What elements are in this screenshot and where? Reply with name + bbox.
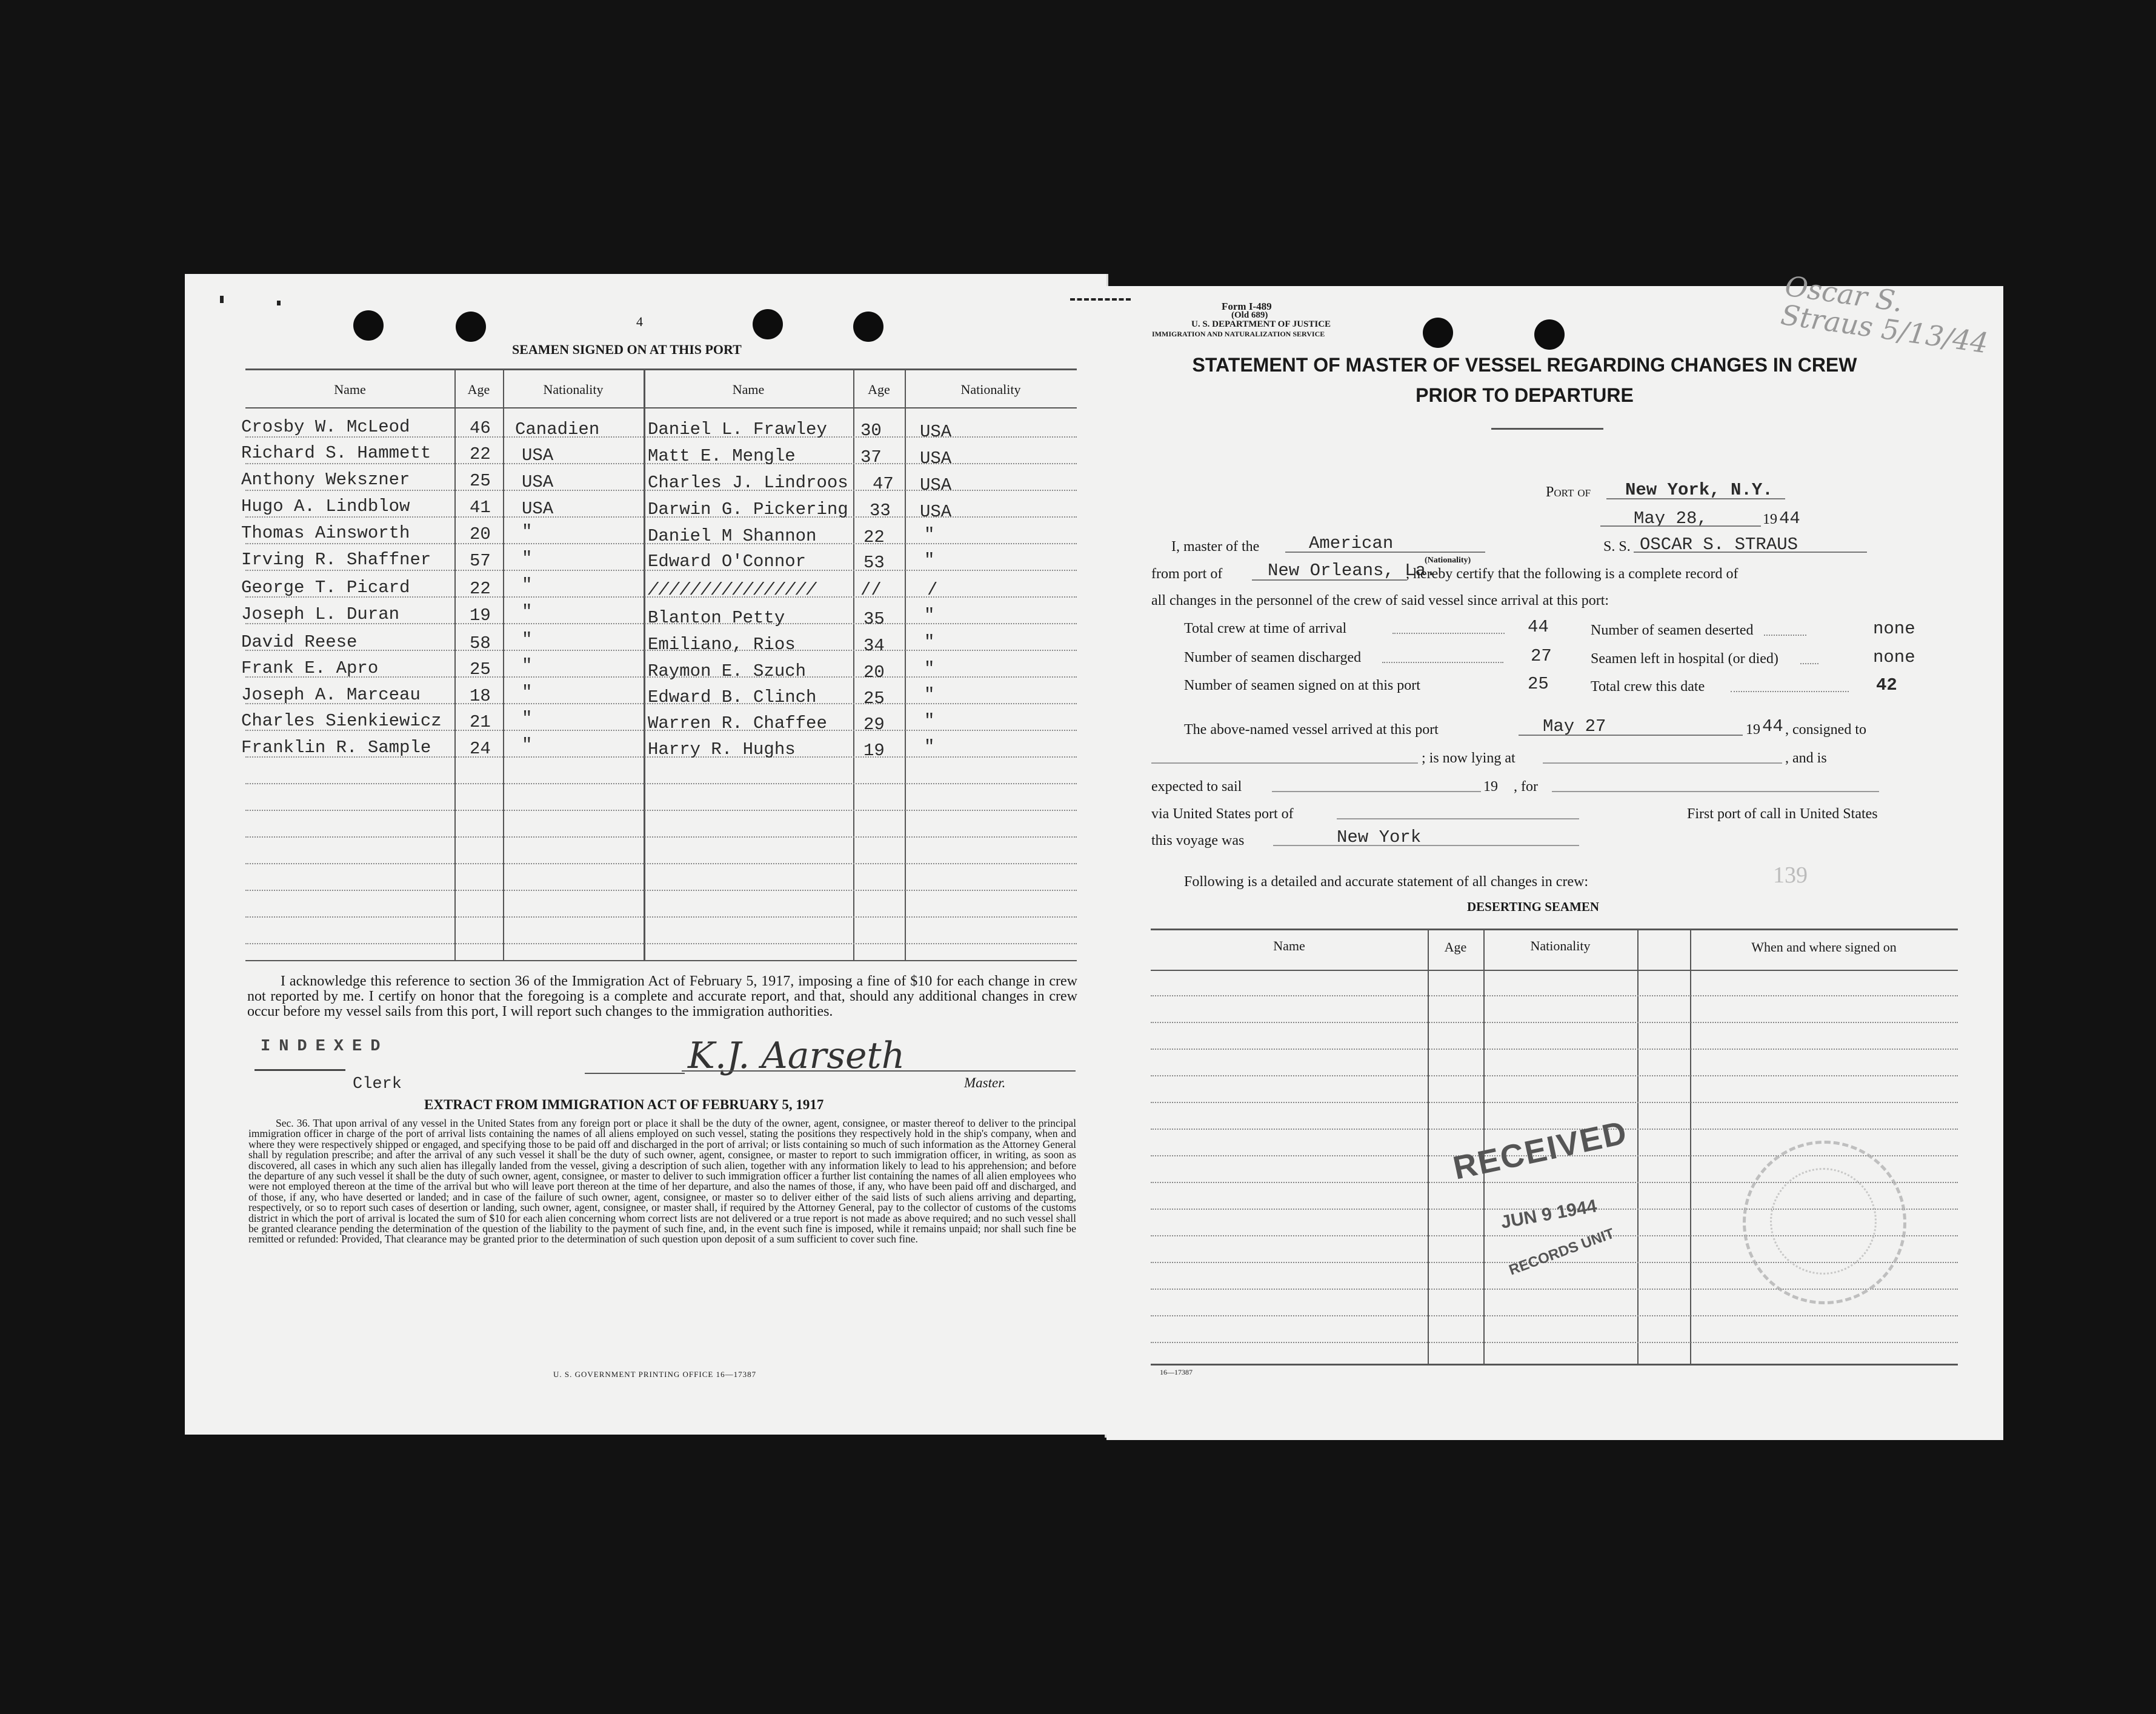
old-form-number: (Old 689): [1231, 310, 1268, 320]
col-header-nationality: Nationality: [543, 382, 604, 397]
voyage-label: this voyage was: [1151, 833, 1245, 849]
seaman-nationality: USA: [522, 445, 554, 465]
seaman-name: Daniel L. Frawley: [648, 419, 827, 439]
seaman-nationality: USA: [920, 422, 952, 442]
printing-office-line: U. S. GOVERNMENT PRINTING OFFICE 16—17387: [553, 1370, 757, 1379]
nationality-caption: (Nationality): [1425, 556, 1471, 565]
seaman-age: 22: [863, 527, 885, 547]
seaman-age: 57: [470, 551, 491, 571]
col-header-name: Name: [732, 382, 765, 397]
seaman-age: 20: [470, 524, 491, 544]
section-title: SEAMEN SIGNED ON AT THIS PORT: [512, 342, 742, 357]
seaman-age: 20: [863, 662, 885, 682]
seaman-name: Anthony Wekszner: [241, 470, 410, 490]
year-prefix: 19: [1763, 512, 1777, 527]
first-port-label: First port of call in United States: [1687, 806, 1878, 822]
seaman-name: Irving R. Shaffner: [241, 550, 431, 570]
seaman-name: Hugo A. Lindblow: [241, 496, 410, 516]
punch-hole: [1534, 319, 1565, 350]
and-is-label: , and is: [1785, 750, 1827, 766]
seaman-age: 25: [863, 689, 885, 709]
seaman-age: 33: [870, 501, 891, 521]
hospital-label: Seamen left in hospital (or died): [1591, 651, 1778, 667]
ditto-mark: ": [522, 735, 533, 755]
received-stamp: RECEIVED: [1449, 1114, 1631, 1187]
master-of-label: I, master of the: [1171, 539, 1260, 555]
seaman-age: 47: [873, 474, 894, 494]
seaman-age: 22: [470, 444, 491, 464]
col-header-nationality: Nationality: [960, 382, 1021, 397]
expected-label: expected to sail: [1151, 779, 1242, 795]
seaman-name: George T. Picard: [241, 578, 410, 598]
struck-out-entry: ////////////////: [648, 580, 817, 600]
faint-page-mark: 139: [1773, 862, 1808, 888]
seaman-age: 46: [470, 418, 491, 438]
seaman-name: Raymon E. Szuch: [648, 661, 807, 681]
department: U. S. DEPARTMENT OF JUSTICE: [1191, 319, 1331, 329]
scan-mark: [1070, 298, 1131, 301]
desert-header-age: Age: [1444, 939, 1467, 955]
acknowledgement-text: I acknowledge this reference to section 36 of the Immigration Act of February 5, 1917, imposing a fine of $10 for each change in crew not reported by me. I certify on honor that the foregoing is a complete and accurate report, and that, should any additional changes in crew occur before my vessel sails from this port, I will report such changes to the immigration authorities.: [247, 973, 1077, 1019]
ditto-mark: ": [522, 682, 533, 702]
punch-hole: [753, 309, 783, 339]
date-value: May 28,: [1634, 509, 1708, 529]
via-label: via United States port of: [1151, 806, 1294, 822]
received-date-stamp: JUN 9 1944: [1499, 1196, 1599, 1233]
ditto-mark: ": [924, 525, 935, 545]
ditto-mark: ": [924, 659, 935, 679]
seaman-name: David Reese: [241, 632, 358, 652]
port-value: New York, N.Y.: [1625, 480, 1773, 500]
following-text: Following is a detailed and accurate statement of all changes in crew:: [1184, 874, 1589, 890]
total-crew-arrival-label: Total crew at time of arrival: [1184, 621, 1347, 636]
ditto-mark: ": [924, 685, 935, 705]
vessel-name: OSCAR S. STRAUS: [1640, 535, 1798, 555]
seaman-nationality: USA: [920, 502, 952, 522]
seaman-age: 21: [470, 712, 491, 732]
seaman-name: Joseph A. Marceau: [241, 685, 421, 705]
deserted-label: Number of seamen deserted: [1591, 622, 1754, 638]
struck-out-mark: /: [927, 580, 938, 600]
seaman-age: 35: [863, 609, 885, 629]
seaman-age: 37: [860, 447, 882, 467]
seaman-nationality: USA: [920, 475, 952, 495]
form-title-line1: STATEMENT OF MASTER OF VESSEL REGARDING CHANGES IN CREW: [1192, 354, 1857, 376]
col-header-age: Age: [868, 382, 890, 397]
seaman-name: Charles Sienkiewicz: [241, 711, 442, 731]
ditto-mark: ": [924, 550, 935, 570]
arrived-year-prefix: 19: [1746, 722, 1760, 738]
seaman-name: Darwin G. Pickering: [648, 499, 848, 519]
year-value: 44: [1779, 509, 1800, 529]
seaman-age: 25: [470, 659, 491, 679]
voyage-value: New York: [1337, 827, 1422, 847]
from-port-label: from port of: [1151, 566, 1223, 582]
ditto-mark: ": [522, 522, 533, 542]
seaman-age: 41: [470, 498, 491, 518]
seaman-name: Warren R. Chaffee: [648, 713, 827, 733]
ditto-mark: ": [522, 709, 533, 729]
seaman-name: Harry R. Hughs: [648, 739, 796, 759]
seaman-name: Matt E. Mengle: [648, 446, 796, 466]
ditto-mark: ": [924, 737, 935, 757]
records-unit-stamp: RECORDS UNIT: [1506, 1225, 1617, 1279]
seaman-age: 30: [860, 421, 882, 441]
desert-header-nationality: Nationality: [1530, 938, 1591, 953]
seaman-age: 58: [470, 633, 491, 653]
form-title-line2: PRIOR TO DEPARTURE: [1416, 384, 1634, 406]
total-crew-arrival-value: 44: [1528, 617, 1549, 637]
seaman-name: Blanton Petty: [648, 608, 785, 628]
seaman-name: Joseph L. Duran: [241, 604, 400, 624]
seaman-age: 19: [863, 741, 885, 761]
punch-hole: [1423, 318, 1453, 348]
seaman-nationality: Canadien: [515, 419, 600, 439]
punch-hole: [353, 310, 384, 341]
ditto-mark: ": [522, 602, 533, 622]
ditto-mark: ": [522, 575, 533, 595]
seaman-age: 22: [470, 579, 491, 599]
deserting-title: DESERTING SEAMEN: [1467, 899, 1600, 914]
seaman-name: Richard S. Hammett: [241, 443, 431, 463]
hospital-value: none: [1873, 647, 1915, 667]
seaman-age: 34: [863, 636, 885, 656]
seaman-nationality: USA: [920, 449, 952, 469]
handwritten-annotation: Oscar S. Straus 5/13/44: [1778, 269, 1991, 360]
scan-mark: [277, 301, 281, 305]
seaman-name: Frank E. Apro: [241, 658, 379, 678]
certify-text: , hereby certify that the following is a complete record of: [1406, 566, 1738, 582]
master-label: Master.: [964, 1075, 1006, 1090]
total-crew-date-label: Total crew this date: [1591, 679, 1705, 695]
col-header-age: Age: [467, 382, 490, 397]
signed-on-label: Number of seamen signed on at this port: [1184, 678, 1420, 693]
seaman-age: 18: [470, 686, 491, 706]
seaman-name: Edward B. Clinch: [648, 687, 817, 707]
seaman-age: 24: [470, 739, 491, 759]
ditto-mark: ": [522, 549, 533, 569]
clerk-signature-line: [255, 1069, 345, 1071]
punch-hole: [456, 312, 486, 342]
left-page: [185, 274, 1106, 1435]
extract-title: EXTRACT FROM IMMIGRATION ACT OF FEBRUARY 5, 1917: [424, 1097, 824, 1112]
ditto-mark: ": [522, 630, 533, 650]
seaman-name: Franklin R. Sample: [241, 738, 431, 758]
expected-year-prefix: 19: [1483, 779, 1498, 795]
indexed-stamp: INDEXED: [261, 1038, 389, 1056]
seaman-age: 25: [470, 471, 491, 491]
seaman-nationality: USA: [522, 472, 554, 492]
seaman-name: Edward O'Connor: [648, 552, 807, 572]
right-page: [1106, 269, 2003, 1440]
ditto-mark: ": [522, 656, 533, 676]
seaman-name: Thomas Ainsworth: [241, 523, 410, 543]
form-number: Form I-489: [1222, 301, 1272, 312]
struck-out-age: //: [860, 580, 882, 600]
round-postmark-inner: [1770, 1168, 1877, 1275]
total-crew-date-value: 42: [1876, 675, 1897, 695]
seaman-age: 19: [470, 605, 491, 625]
for-label: , for: [1514, 779, 1538, 795]
service-name: IMMIGRATION AND NATURALIZATION SERVICE: [1152, 330, 1325, 338]
seaman-name: Daniel M Shannon: [648, 526, 817, 546]
seaman-age: 53: [863, 553, 885, 573]
ditto-mark: ": [924, 605, 935, 625]
lying-label: ; is now lying at: [1422, 750, 1516, 766]
ditto-mark: ": [924, 632, 935, 652]
discharged-label: Number of seamen discharged: [1184, 650, 1362, 665]
from-port-value: New Orleans, La.: [1268, 561, 1437, 581]
master-signature: K.J. Aarseth: [688, 1035, 905, 1077]
desert-header-signed-on: When and where signed on: [1751, 939, 1897, 955]
clerk-label: Clerk: [353, 1075, 402, 1093]
seaman-age: 29: [863, 715, 885, 735]
ss-label: S. S.: [1603, 539, 1631, 555]
arrived-value: May 27: [1543, 716, 1606, 736]
consigned-label: , consigned to: [1785, 722, 1866, 738]
seaman-nationality: USA: [522, 499, 554, 519]
port-label: Port of: [1546, 484, 1591, 500]
page-number: 4: [636, 314, 643, 329]
seaman-name: Crosby W. McLeod: [241, 417, 410, 437]
signed-on-value: 25: [1528, 674, 1549, 694]
desert-header-name: Name: [1273, 938, 1305, 953]
arrived-year-value: 44: [1762, 716, 1783, 736]
arrived-label: The above-named vessel arrived at this port: [1184, 722, 1439, 738]
changes-text: all changes in the personnel of the crew of said vessel since arrival at this port:: [1151, 593, 1609, 609]
scan-mark: [220, 296, 224, 303]
ditto-mark: ": [924, 711, 935, 731]
col-header-name: Name: [334, 382, 366, 397]
discharged-value: 27: [1531, 646, 1552, 666]
nationality-value: American: [1309, 533, 1394, 553]
seaman-name: Charles J. Lindroos: [648, 473, 848, 493]
punch-hole: [853, 312, 883, 342]
footer-code: 16—17387: [1160, 1368, 1193, 1376]
deserted-value: none: [1873, 619, 1915, 639]
extract-text: Sec. 36. That upon arrival of any vessel in the United States from any foreign port or place it shall be the duty of the owner, agent, consignee, or master thereof to deliver to the principal immigration officer in charge of the port of arrival lists containing the names of all aliens employed on such vessel, stating the positions they respectively hold in the ship's company, when and where they were respectively shipped or engaged, and specifying those to be paid off and discharged in the port of arrival; or lists containing so much of such information as the Attorney General shall by regulation prescribe; and after the arrival of any such vessel it shall be the duty of such owner, agent, consignee, or master to report to such immigration officer, in writing, as soon as discovered, all cases in which any such alien has illegally landed from the vessel, giving a description of such alien, together with any information likely to lead to his apprehension; and before the departure of any such vessel it shall be the duty of such owner, agent, consignee, or master to deliver to such immigration officer a further list containing the names of all alien employees who were not employed thereon at the time of the arrival but who will leave port thereon at the time of her departure, and also the names of those, if any, who have been paid off and discharged, and of those, if any, who have deserted or landed; and in case of the failure of such owner, agent, consignee, or master so to deliver either of the said lists of such aliens arriving and departing, respectively, or so to report such cases of desertion or landing, such owner, agent, consignee, or master shall, if required by the Attorney General, pay to the collector of customs of the customs district in which the port of arrival is located the sum of $10 for each alien concerning whom correct lists are not delivered or a true report is not made as above required; and no such vessel shall be granted clearance pending the determination of the question of the liability to the payment of such fine, and, in the event such fine is imposed, while it remains unpaid; nor shall such fine be remitted or refunded: Provided, That clearance may be granted prior to the determination of such question upon deposit of a sum sufficient to cover such fine.: [248, 1117, 1076, 1245]
seaman-name: Emiliano, Rios: [648, 635, 796, 655]
